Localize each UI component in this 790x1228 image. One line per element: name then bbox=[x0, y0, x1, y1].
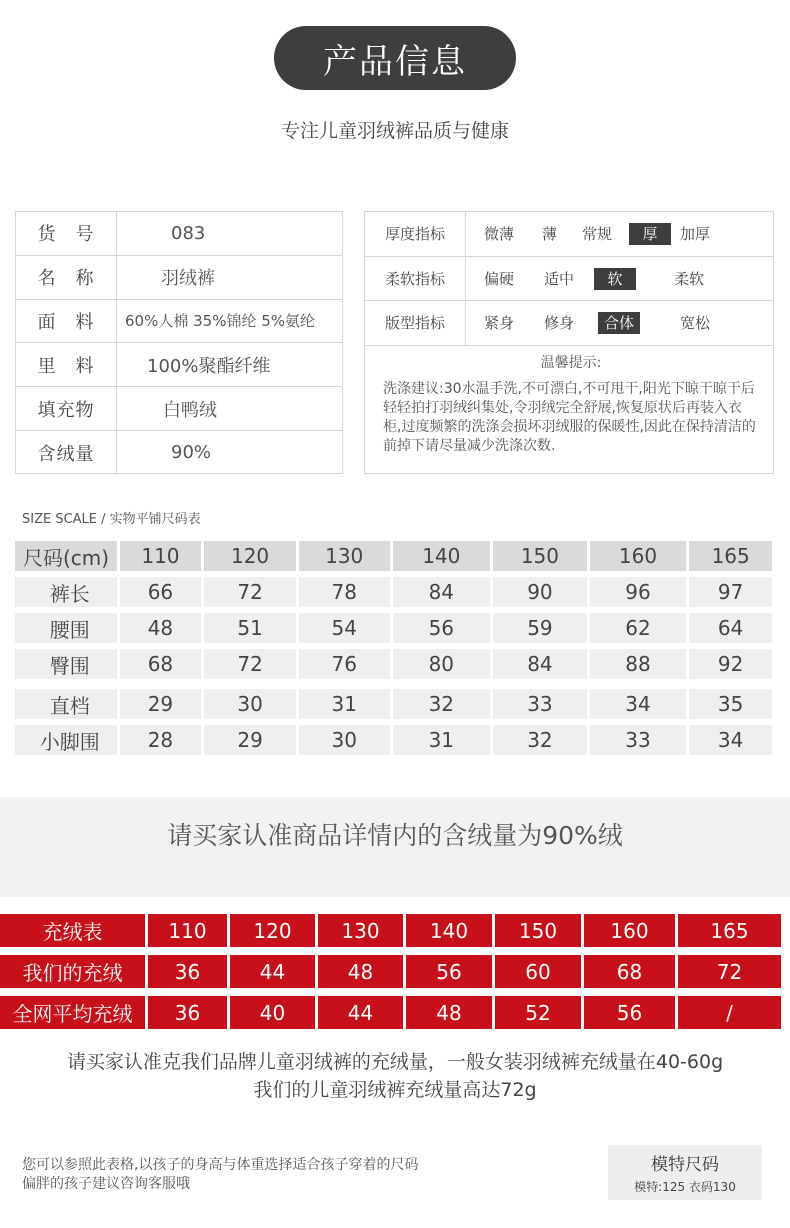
size-row bbox=[15, 613, 775, 643]
product-value: 白鸭绒 bbox=[163, 399, 217, 421]
cell: 84 bbox=[393, 577, 491, 607]
attribute-options bbox=[466, 301, 773, 345]
note-line: 我们的儿童羽绒裤充绒量高达72g bbox=[253, 1079, 537, 1101]
cell: 34 bbox=[590, 689, 687, 719]
fill-cell: 48 bbox=[406, 996, 492, 1029]
option: 柔软 bbox=[674, 269, 705, 288]
note-line: 请买家认准克我们品牌儿童羽绒裤的充绒量，一般女装羽绒裤充绒量在40-60g bbox=[66, 1051, 724, 1073]
attribute-row-softness bbox=[365, 257, 773, 302]
header-cell: 140 bbox=[393, 541, 491, 571]
fill-cell: 44 bbox=[230, 955, 315, 988]
header-cell: 165 bbox=[689, 541, 772, 571]
cell: 72 bbox=[204, 649, 296, 679]
product-row bbox=[16, 387, 342, 431]
cell: 48 bbox=[120, 613, 202, 643]
option: 薄 bbox=[542, 225, 558, 243]
fill-cell: 52 bbox=[495, 996, 581, 1029]
size-row bbox=[15, 577, 775, 607]
attribute-row-thickness bbox=[365, 212, 773, 257]
product-key: 填充物 bbox=[16, 387, 117, 430]
product-info-table bbox=[15, 211, 343, 474]
product-value: 083 bbox=[171, 222, 206, 244]
size-row bbox=[15, 649, 775, 679]
cell: 30 bbox=[299, 725, 390, 755]
cell: 90 bbox=[493, 577, 587, 607]
product-value: 90% bbox=[171, 442, 212, 464]
cell: 35 bbox=[689, 689, 772, 719]
reference-line: 偏胖的孩子建议咨询客服哦 bbox=[22, 1176, 190, 1192]
option: 常规 bbox=[582, 225, 613, 243]
fill-cell: 68 bbox=[584, 955, 675, 988]
cell: 34 bbox=[689, 725, 772, 755]
cell: 72 bbox=[204, 577, 296, 607]
cell: 96 bbox=[590, 577, 687, 607]
fill-cell: 36 bbox=[148, 955, 227, 988]
product-row bbox=[16, 256, 342, 300]
product-key: 里 料 bbox=[16, 343, 117, 386]
row-label: 直档 bbox=[15, 689, 117, 719]
product-row bbox=[16, 300, 342, 344]
fill-cell: 48 bbox=[318, 955, 403, 988]
cell: 28 bbox=[120, 725, 202, 755]
row-label: 腰围 bbox=[15, 613, 117, 643]
product-row bbox=[16, 212, 342, 256]
fill-comparison-note bbox=[0, 1048, 790, 1104]
fill-cell: 36 bbox=[148, 996, 227, 1029]
product-value: 60%人棉 35%锦纶 5%氨纶 bbox=[125, 312, 316, 331]
cell: 88 bbox=[590, 649, 687, 679]
fill-cell: 56 bbox=[584, 996, 675, 1029]
option: 修身 bbox=[544, 314, 575, 332]
cell: 54 bbox=[299, 613, 390, 643]
cell: 30 bbox=[204, 689, 296, 719]
cell: 31 bbox=[299, 689, 390, 719]
header-cell: 160 bbox=[590, 541, 687, 571]
cell: 92 bbox=[689, 649, 772, 679]
fill-cell: 160 bbox=[584, 914, 675, 947]
reference-line: 您可以参照此表格,以孩子的身高与体重选择适合孩子穿着的尺码 bbox=[22, 1157, 419, 1173]
fill-cell: / bbox=[678, 996, 781, 1029]
cell: 33 bbox=[493, 689, 587, 719]
attribute-label: 版型指标 bbox=[365, 301, 466, 345]
cell: 68 bbox=[120, 649, 202, 679]
attributes-panel bbox=[364, 211, 774, 474]
fill-cell: 140 bbox=[406, 914, 492, 947]
row-label: 小脚围 bbox=[15, 725, 117, 755]
cell: 31 bbox=[393, 725, 491, 755]
size-row bbox=[15, 689, 775, 719]
option: 紧身 bbox=[484, 314, 515, 332]
header-cell: 150 bbox=[493, 541, 587, 571]
cell: 33 bbox=[590, 725, 687, 755]
product-value: 羽绒裤 bbox=[161, 268, 215, 290]
fill-cell: 150 bbox=[495, 914, 581, 947]
product-value: 100%聚酯纤维 bbox=[147, 355, 271, 377]
fill-row bbox=[0, 996, 790, 1029]
fill-cell: 165 bbox=[678, 914, 781, 947]
fill-cell: 72 bbox=[678, 955, 781, 988]
fill-cell: 120 bbox=[230, 914, 315, 947]
size-row bbox=[15, 725, 775, 755]
model-size-title: 模特尺码 bbox=[651, 1155, 719, 1175]
care-tips bbox=[365, 346, 773, 456]
fill-cell: 110 bbox=[148, 914, 227, 947]
header-cell: 110 bbox=[120, 541, 202, 571]
option-selected: 厚 bbox=[629, 223, 671, 245]
tips-title: 温馨提示: bbox=[540, 354, 602, 371]
model-size-detail: 模特:125 衣码130 bbox=[634, 1180, 736, 1194]
cell: 62 bbox=[590, 613, 687, 643]
size-header-row bbox=[15, 541, 775, 571]
product-key: 面 料 bbox=[16, 300, 117, 343]
option-selected: 软 bbox=[594, 268, 636, 290]
fill-cell: 56 bbox=[406, 955, 492, 988]
row-label: 臀围 bbox=[15, 649, 117, 679]
fill-row-label: 我们的充绒 bbox=[0, 955, 145, 988]
product-row bbox=[16, 431, 342, 475]
fill-cell: 130 bbox=[318, 914, 403, 947]
attribute-label: 厚度指标 bbox=[365, 212, 466, 256]
attribute-row-fit bbox=[365, 301, 773, 346]
cell: 66 bbox=[120, 577, 202, 607]
option: 偏硬 bbox=[484, 269, 515, 288]
fill-amount-table bbox=[0, 914, 790, 1037]
cell: 32 bbox=[493, 725, 587, 755]
size-table bbox=[15, 541, 775, 761]
cell: 84 bbox=[493, 649, 587, 679]
cell: 32 bbox=[393, 689, 491, 719]
attribute-label: 柔软指标 bbox=[365, 257, 466, 301]
product-row bbox=[16, 343, 342, 387]
cell: 76 bbox=[299, 649, 390, 679]
option-selected: 合体 bbox=[598, 312, 640, 334]
cell: 59 bbox=[493, 613, 587, 643]
header-cell: 尺码(cm) bbox=[15, 541, 117, 571]
attribute-options bbox=[466, 212, 773, 256]
product-key: 名 称 bbox=[16, 256, 117, 299]
fill-row bbox=[0, 955, 790, 988]
option: 微薄 bbox=[484, 225, 515, 243]
cell: 56 bbox=[393, 613, 491, 643]
model-size-box bbox=[608, 1145, 762, 1200]
header-cell: 130 bbox=[299, 541, 390, 571]
fill-row-label: 全网平均充绒 bbox=[0, 996, 145, 1029]
page-subtitle: 专注儿童羽绒裤品质与健康 bbox=[280, 120, 509, 142]
size-reference-note bbox=[22, 1156, 418, 1194]
size-scale-label: SIZE SCALE / 实物平铺尺码表 bbox=[22, 512, 201, 527]
page-title: 产品信息 bbox=[274, 26, 516, 90]
fill-row bbox=[0, 914, 790, 947]
cell: 80 bbox=[393, 649, 491, 679]
cell: 29 bbox=[204, 725, 296, 755]
cell: 97 bbox=[689, 577, 772, 607]
fill-cell: 44 bbox=[318, 996, 403, 1029]
option: 适中 bbox=[544, 269, 575, 288]
cell: 29 bbox=[120, 689, 202, 719]
product-key: 货 号 bbox=[16, 212, 117, 255]
cell: 64 bbox=[689, 613, 772, 643]
product-key: 含绒量 bbox=[16, 431, 117, 475]
fill-cell: 40 bbox=[230, 996, 315, 1029]
fill-cell: 60 bbox=[495, 955, 581, 988]
cell: 51 bbox=[204, 613, 296, 643]
down-content-notice: 请买家认准商品详情内的含绒量为90%绒 bbox=[167, 821, 623, 850]
tips-body: 洗涤建议:30水温手洗,不可漂白,不可甩干,阳光下晾干晾干后轻轻拍打羽绒纠集处,令羽绒完全舒展,恢复原状后再装入衣柜,过度频繁的洗涤会损坏羽绒服的保暖性,因此在保持清洁的前掉下请尽量减少洗涤次数. bbox=[383, 380, 756, 454]
attribute-options bbox=[466, 257, 773, 301]
header-cell: 120 bbox=[204, 541, 296, 571]
fill-row-label: 充绒表 bbox=[0, 914, 145, 947]
option: 宽松 bbox=[680, 314, 711, 332]
row-label: 裤长 bbox=[15, 577, 117, 607]
option: 加厚 bbox=[680, 225, 711, 243]
cell: 78 bbox=[299, 577, 390, 607]
